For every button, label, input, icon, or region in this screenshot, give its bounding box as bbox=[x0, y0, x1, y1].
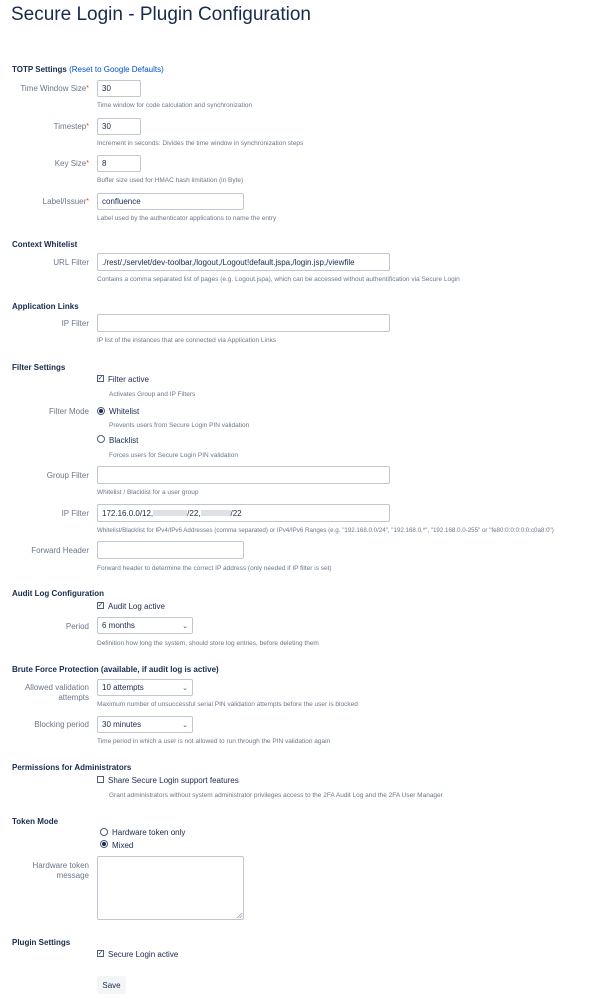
url-filter-desc: Contains a comma separated list of pages (e.g. Logout.jspa), which can be accessed without authentification via Secure Login bbox=[97, 276, 460, 283]
permissions-heading: Permissions for Administrators bbox=[12, 763, 132, 772]
hardware-token-message-textarea[interactable] bbox=[97, 856, 244, 920]
timestep-input[interactable]: 30 bbox=[97, 118, 141, 135]
url-filter-label: URL Filter bbox=[53, 258, 89, 267]
totp-heading: TOTP Settings bbox=[12, 65, 67, 74]
share-support-checkbox[interactable] bbox=[97, 776, 104, 783]
key-size-desc: Buffer size used for HMAC hash limitation (in Byte) bbox=[97, 177, 244, 184]
reset-google-defaults-link[interactable]: (Reset to Google Defaults) bbox=[69, 65, 164, 74]
label-issuer-label: Label/Issuer* bbox=[42, 197, 89, 206]
period-selected-value: 6 months bbox=[102, 621, 135, 630]
chevron-down-icon: ⌄ bbox=[182, 684, 188, 692]
ip-filter-label: IP Filter bbox=[61, 509, 89, 518]
blacklist-label: Blacklist bbox=[109, 436, 139, 445]
attempts-selected-value: 10 attempts bbox=[102, 683, 144, 692]
label-issuer-desc: Label used by the authenticator applications to name the entry bbox=[97, 215, 277, 222]
share-support-label: Share Secure Login support features bbox=[108, 776, 239, 785]
secure-login-active-checkbox[interactable] bbox=[97, 950, 104, 957]
hardware-token-only-radio[interactable] bbox=[100, 828, 108, 836]
ip-filter-value-part1: 172.16.0.0/12, bbox=[102, 508, 154, 518]
chevron-down-icon: ⌄ bbox=[182, 622, 188, 630]
audit-log-active-checkbox[interactable] bbox=[97, 602, 104, 609]
filter-active-desc: Activates Group and IP Filters bbox=[109, 391, 196, 398]
whitelist-desc: Prevents users from Secure Login PIN validation bbox=[109, 422, 250, 429]
app-links-ip-filter-desc: IP list of the instances that are connected via Application Links bbox=[97, 337, 277, 344]
period-label: Period bbox=[65, 622, 89, 631]
check-icon: ✓ bbox=[97, 375, 104, 382]
application-links-heading: Application Links bbox=[12, 302, 79, 311]
period-select[interactable] bbox=[97, 617, 193, 634]
check-icon: ✓ bbox=[97, 950, 104, 957]
filter-mode-label: Filter Mode bbox=[48, 407, 89, 416]
audit-log-active-label: Audit Log active bbox=[108, 602, 165, 611]
period-desc: Definition how long the system, should store log entries, before deleting them bbox=[97, 640, 319, 647]
forward-header-label: Forward Header bbox=[31, 546, 89, 555]
ip-filter-value-part2: /22, bbox=[187, 508, 201, 518]
filter-active-checkbox[interactable] bbox=[97, 375, 104, 382]
blocking-period-desc: Time period in which a user is not allowed to run through the PIN validation again bbox=[97, 738, 331, 745]
secure-login-active-label: Secure Login active bbox=[108, 950, 179, 959]
share-support-desc: Grant administrators without system administrator privileges access to the 2FA Audit Log and the 2FA User Manager bbox=[109, 792, 443, 799]
chevron-down-icon: ⌄ bbox=[182, 721, 188, 729]
ip-filter-input[interactable] bbox=[97, 504, 390, 522]
app-links-ip-filter-label: IP Filter bbox=[61, 319, 89, 328]
time-window-label: Time Window Size* bbox=[20, 84, 89, 93]
redacted-ip-block bbox=[153, 510, 187, 516]
allowed-attempts-label: Allowed validation attempts bbox=[24, 683, 89, 702]
hardware-token-message-label: Hardware token message bbox=[32, 861, 89, 880]
app-links-ip-filter-input[interactable] bbox=[97, 314, 390, 332]
url-filter-input[interactable]: ./rest/,/servlet/dev-toolbar,/logout,/Logout!default.jspa,/login.jsp,/viewfile bbox=[97, 253, 390, 271]
page-title: Secure Login - Plugin Configuration bbox=[11, 4, 311, 25]
label-issuer-input[interactable]: confluence bbox=[97, 193, 244, 210]
forward-header-desc: Forward header to determine the correct IP address (only needed if IP filter is set) bbox=[97, 565, 332, 572]
context-whitelist-heading: Context Whitelist bbox=[12, 240, 78, 249]
ip-filter-value-part3: /22 bbox=[230, 508, 242, 518]
time-window-desc: Time window for code calculation and synchronization bbox=[97, 102, 253, 109]
save-button[interactable]: Save bbox=[97, 976, 126, 994]
group-filter-input[interactable] bbox=[97, 466, 390, 484]
token-mode-heading: Token Mode bbox=[12, 817, 59, 826]
blacklist-radio[interactable] bbox=[97, 435, 105, 443]
allowed-attempts-select[interactable] bbox=[97, 679, 193, 696]
check-icon: ✓ bbox=[97, 602, 104, 609]
group-filter-label: Group Filter bbox=[46, 471, 89, 480]
brute-force-heading: Brute Force Protection (available, if audit log is active) bbox=[12, 665, 219, 674]
ip-filter-desc: Whitelist/Blacklist for IPv4/IPv6 Addresses (comma separated) or IPv4/IPv6 Ranges (e.g. "192.168.0.0/24", "192.168.0.*", "192.168.0.0-255" or "fe80:0:0:0:0:0:c0a8:0") bbox=[97, 527, 554, 534]
audit-log-heading: Audit Log Configuration bbox=[12, 589, 104, 598]
timestep-desc: Increment in seconds: Divides the time window in synchronization steps bbox=[97, 140, 304, 147]
key-size-label: Key Size* bbox=[54, 159, 89, 168]
timestep-label: Timestep* bbox=[53, 122, 89, 131]
radio-selected-dot bbox=[99, 409, 103, 413]
blocking-selected-value: 30 minutes bbox=[102, 720, 142, 729]
plugin-settings-heading: Plugin Settings bbox=[12, 938, 71, 947]
whitelist-radio[interactable] bbox=[97, 407, 105, 415]
allowed-attempts-desc: Maximum number of unsuccessful serial PIN validation attempts before the user is blocked bbox=[97, 701, 358, 708]
filter-active-label: Filter active bbox=[108, 375, 149, 384]
radio-selected-dot bbox=[102, 842, 106, 846]
filter-settings-heading: Filter Settings bbox=[12, 363, 66, 372]
forward-header-input[interactable] bbox=[97, 541, 244, 559]
key-size-input[interactable]: 8 bbox=[97, 155, 141, 172]
redacted-ip-block bbox=[201, 510, 231, 516]
mixed-label: Mixed bbox=[112, 841, 134, 850]
group-filter-desc: Whitelist / Blacklist for a user group bbox=[97, 489, 199, 496]
totp-section-heading bbox=[12, 65, 164, 74]
blocking-period-label: Blocking period bbox=[34, 720, 89, 729]
blocking-period-select[interactable] bbox=[97, 716, 193, 733]
time-window-input[interactable]: 30 bbox=[97, 80, 141, 97]
resize-grip-icon[interactable] bbox=[236, 912, 243, 919]
blacklist-desc: Forces users for Secure Login PIN validation bbox=[109, 452, 238, 459]
hardware-token-only-label: Hardware token only bbox=[112, 828, 186, 837]
mixed-radio[interactable] bbox=[100, 840, 108, 848]
whitelist-label: Whitelist bbox=[109, 407, 140, 416]
